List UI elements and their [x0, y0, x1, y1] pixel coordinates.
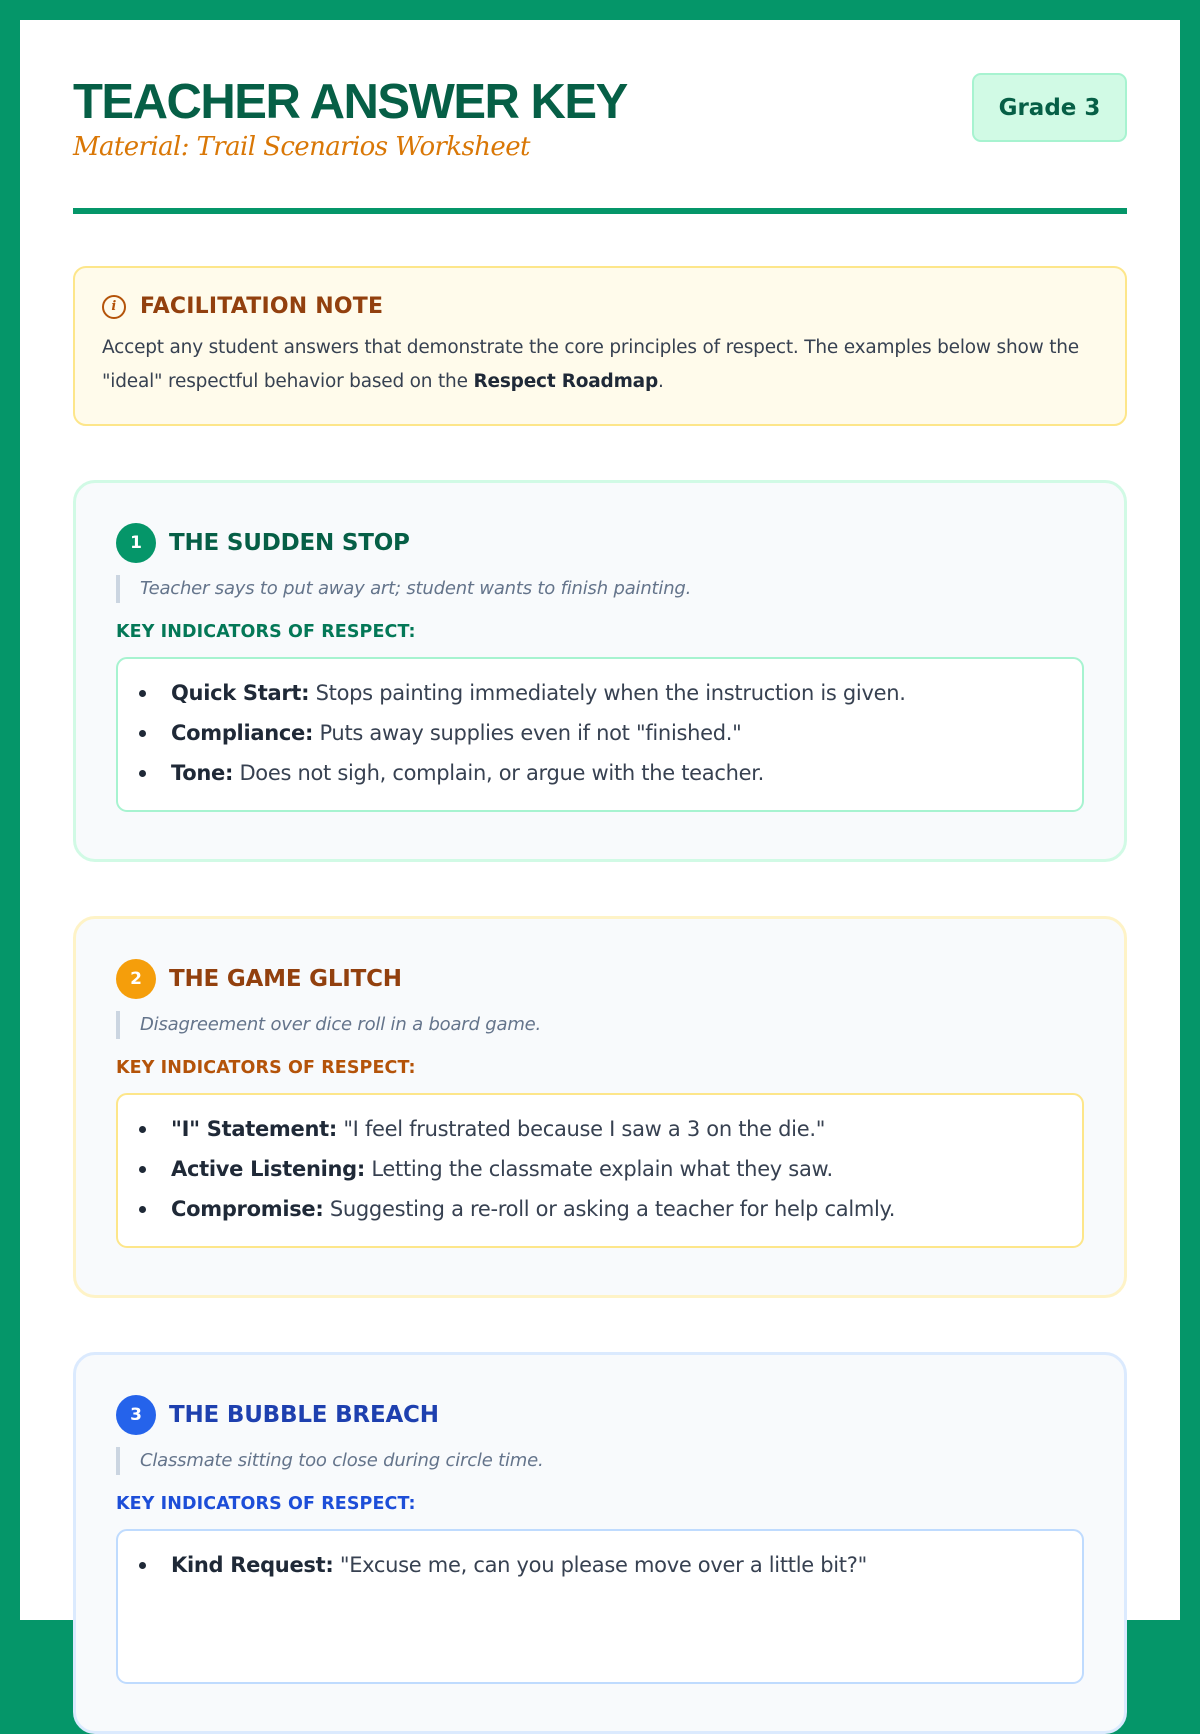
key-indicators-label: KEY INDICATORS OF RESPECT: — [116, 1494, 416, 1514]
note-text-before: Accept any student answers that demonstrate the core principles of respect. The examples below show the "ideal" respectful behavior based on the — [102, 337, 1079, 392]
indicator-label: Compromise: — [171, 1197, 324, 1221]
list-item — [118, 1109, 1082, 1149]
list-item — [118, 1149, 1082, 1189]
key-indicators-label: KEY INDICATORS OF RESPECT: — [116, 622, 416, 642]
header — [73, 20, 1127, 214]
scenario-card-header — [116, 959, 1084, 999]
scenario-card-header — [116, 1395, 1084, 1435]
scenario-title: THE SUDDEN STOP — [169, 530, 410, 556]
scenario-description: Teacher says to put away art; student wants to finish painting. — [116, 575, 1084, 603]
scenario-number-badge: 1 — [116, 523, 156, 563]
grade-badge: Grade 3 — [972, 73, 1127, 142]
indicators-list — [116, 1529, 1084, 1684]
note-heading-text: FACILITATION NOTE — [140, 294, 384, 319]
note-text — [102, 331, 1098, 399]
indicator-label: "I" Statement: — [171, 1117, 337, 1141]
worksheet-page — [20, 20, 1180, 1620]
list-item — [118, 713, 1082, 753]
indicator-text: "Excuse me, can you please move over a little bit?" — [333, 1553, 867, 1577]
indicators-list — [116, 657, 1084, 812]
note-text-bold: Respect Roadmap — [473, 371, 658, 392]
indicator-text: Does not sigh, complain, or argue with the teacher. — [233, 761, 764, 785]
indicator-label: Compliance: — [171, 721, 314, 745]
scenario-card-1 — [73, 480, 1127, 862]
facilitation-note — [73, 266, 1127, 426]
scenario-number-badge: 3 — [116, 1395, 156, 1435]
list-item — [118, 1545, 1082, 1585]
indicator-label: Quick Start: — [171, 681, 310, 705]
indicator-label: Tone: — [171, 761, 234, 785]
indicator-text: Puts away supplies even if not "finished." — [313, 721, 742, 745]
scenario-description: Classmate sitting too close during circle time. — [116, 1447, 1084, 1475]
list-item — [118, 753, 1082, 793]
scenario-title: THE GAME GLITCH — [169, 966, 402, 992]
info-icon: i — [102, 295, 126, 319]
page-title: TEACHER ANSWER KEY — [73, 75, 627, 129]
page-subtitle: Material: Trail Scenarios Worksheet — [73, 132, 530, 162]
indicator-text: Suggesting a re-roll or asking a teacher for help calmly. — [323, 1197, 896, 1221]
scenario-card-header — [116, 523, 1084, 563]
indicator-text: Letting the classmate explain what they saw. — [364, 1157, 833, 1181]
indicator-label: Active Listening: — [171, 1157, 365, 1181]
list-item — [118, 1189, 1082, 1229]
scenario-title: THE BUBBLE BREACH — [169, 1402, 439, 1428]
note-text-after: . — [657, 371, 664, 392]
indicator-text: Stops painting immediately when the instruction is given. — [309, 681, 906, 705]
indicator-text: "I feel frustrated because I saw a 3 on the die." — [336, 1117, 826, 1141]
scenario-card-3 — [73, 1352, 1127, 1734]
facilitation-note-heading — [102, 294, 1098, 319]
list-item — [118, 673, 1082, 713]
indicators-list — [116, 1093, 1084, 1248]
indicator-label: Kind Request: — [171, 1553, 334, 1577]
scenario-description: Disagreement over dice roll in a board game. — [116, 1011, 1084, 1039]
key-indicators-label: KEY INDICATORS OF RESPECT: — [116, 1058, 416, 1078]
scenario-card-2 — [73, 916, 1127, 1298]
scenario-number-badge: 2 — [116, 959, 156, 999]
